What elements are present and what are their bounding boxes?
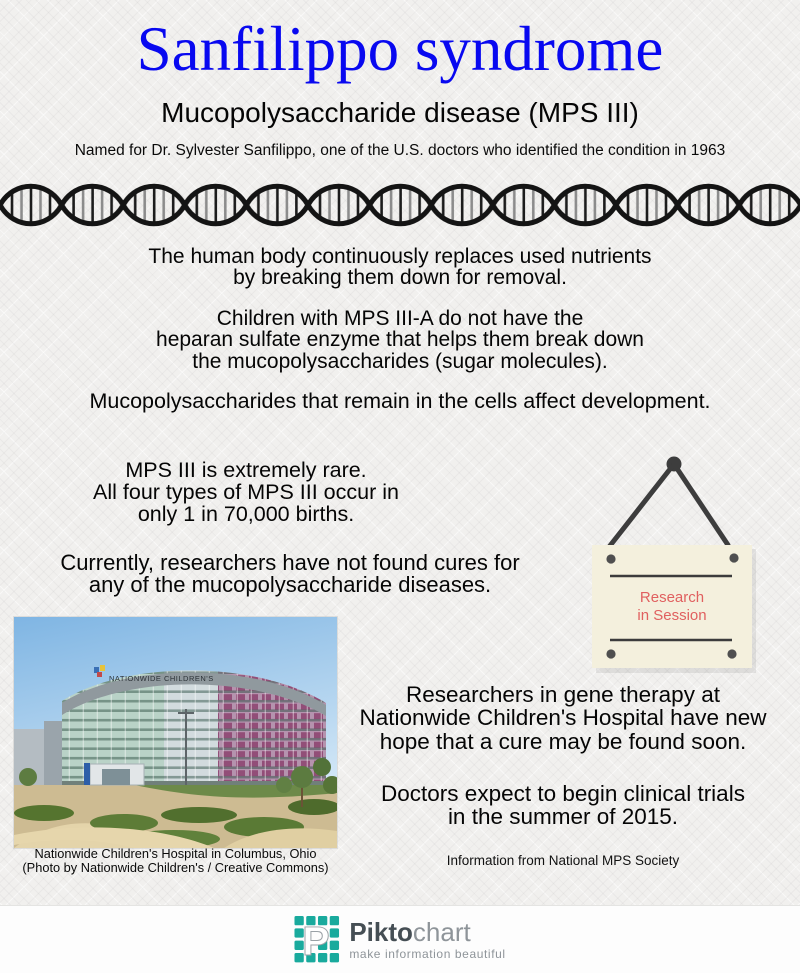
- research-in-session-sign: [582, 449, 762, 675]
- fact-rarity: [0, 460, 492, 526]
- sign-text-line1: Research: [639, 589, 705, 606]
- caption-line: Nationwide Children's Hospital in Columbus, Ohio: [34, 846, 317, 861]
- fact-nutrient-replacement: [0, 246, 800, 289]
- photo-caption: [6, 847, 345, 876]
- fact-line: any of the mucopolysaccharide diseases.: [88, 572, 492, 598]
- fact-missing-enzyme: [0, 308, 800, 372]
- piktochart-wordmark: [349, 916, 506, 961]
- source-attribution: Information from National MPS Society: [446, 853, 680, 868]
- fact-line: only 1 in 70,000 births.: [137, 501, 355, 526]
- building-sign-text: NATIONWIDE CHILDREN'S: [109, 674, 214, 683]
- fact-gene-therapy: [330, 683, 796, 753]
- fact-line: Currently, researchers have not found cures for: [60, 550, 520, 575]
- page-title: Sanfilippo syndrome: [136, 14, 664, 84]
- fact-line: MPS III is extremely rare.: [125, 458, 367, 482]
- fact-line: All four types of MPS III occur in: [93, 479, 399, 504]
- fact-line: hope that a cure may be found soon.: [379, 728, 747, 754]
- brand-name-light: chart: [412, 916, 471, 947]
- fact-line: Children with MPS III-A do not have the: [216, 307, 584, 330]
- fact-line: in the summer of 2015.: [447, 804, 679, 830]
- fact-line: heparan sulfate enzyme that helps them break down: [156, 328, 644, 352]
- logo-p-glyph: P: [302, 918, 331, 963]
- page-subtitle: Mucopolysaccharide disease (MPS III): [161, 97, 639, 128]
- caption-line: (Photo by Nationwide Children's / Creative Commons): [22, 860, 329, 876]
- hospital-photo: [14, 617, 337, 848]
- fact-line: the mucopolysaccharides (sugar molecules).: [192, 349, 608, 373]
- fact-no-cures: [0, 552, 580, 597]
- brand-name-bold: Pikto: [349, 916, 413, 947]
- fact-line: Nationwide Children's Hospital have new: [359, 705, 767, 731]
- piktochart-logo-icon: [294, 916, 340, 963]
- fact-line: by breaking them down for removal.: [233, 266, 567, 290]
- fact-clinical-trials: [330, 782, 796, 829]
- byline-text: Named for Dr. Sylvester Sanfilippo, one of the U.S. doctors who identified the condition in 1963: [74, 142, 726, 159]
- sign-text-line2: in Session: [637, 607, 707, 624]
- dna-helix-icon: [0, 177, 800, 233]
- fact-line: The human body continuously replaces used nutrients: [148, 245, 652, 268]
- fact-line: Doctors expect to begin clinical trials: [381, 781, 745, 806]
- fact-line: Researchers in gene therapy at: [406, 682, 720, 707]
- piktochart-footer: [0, 905, 800, 973]
- brand-tagline: make information beautiful: [349, 946, 506, 961]
- fact-development: Mucopolysaccharides that remain in the cells affect development.: [89, 389, 711, 413]
